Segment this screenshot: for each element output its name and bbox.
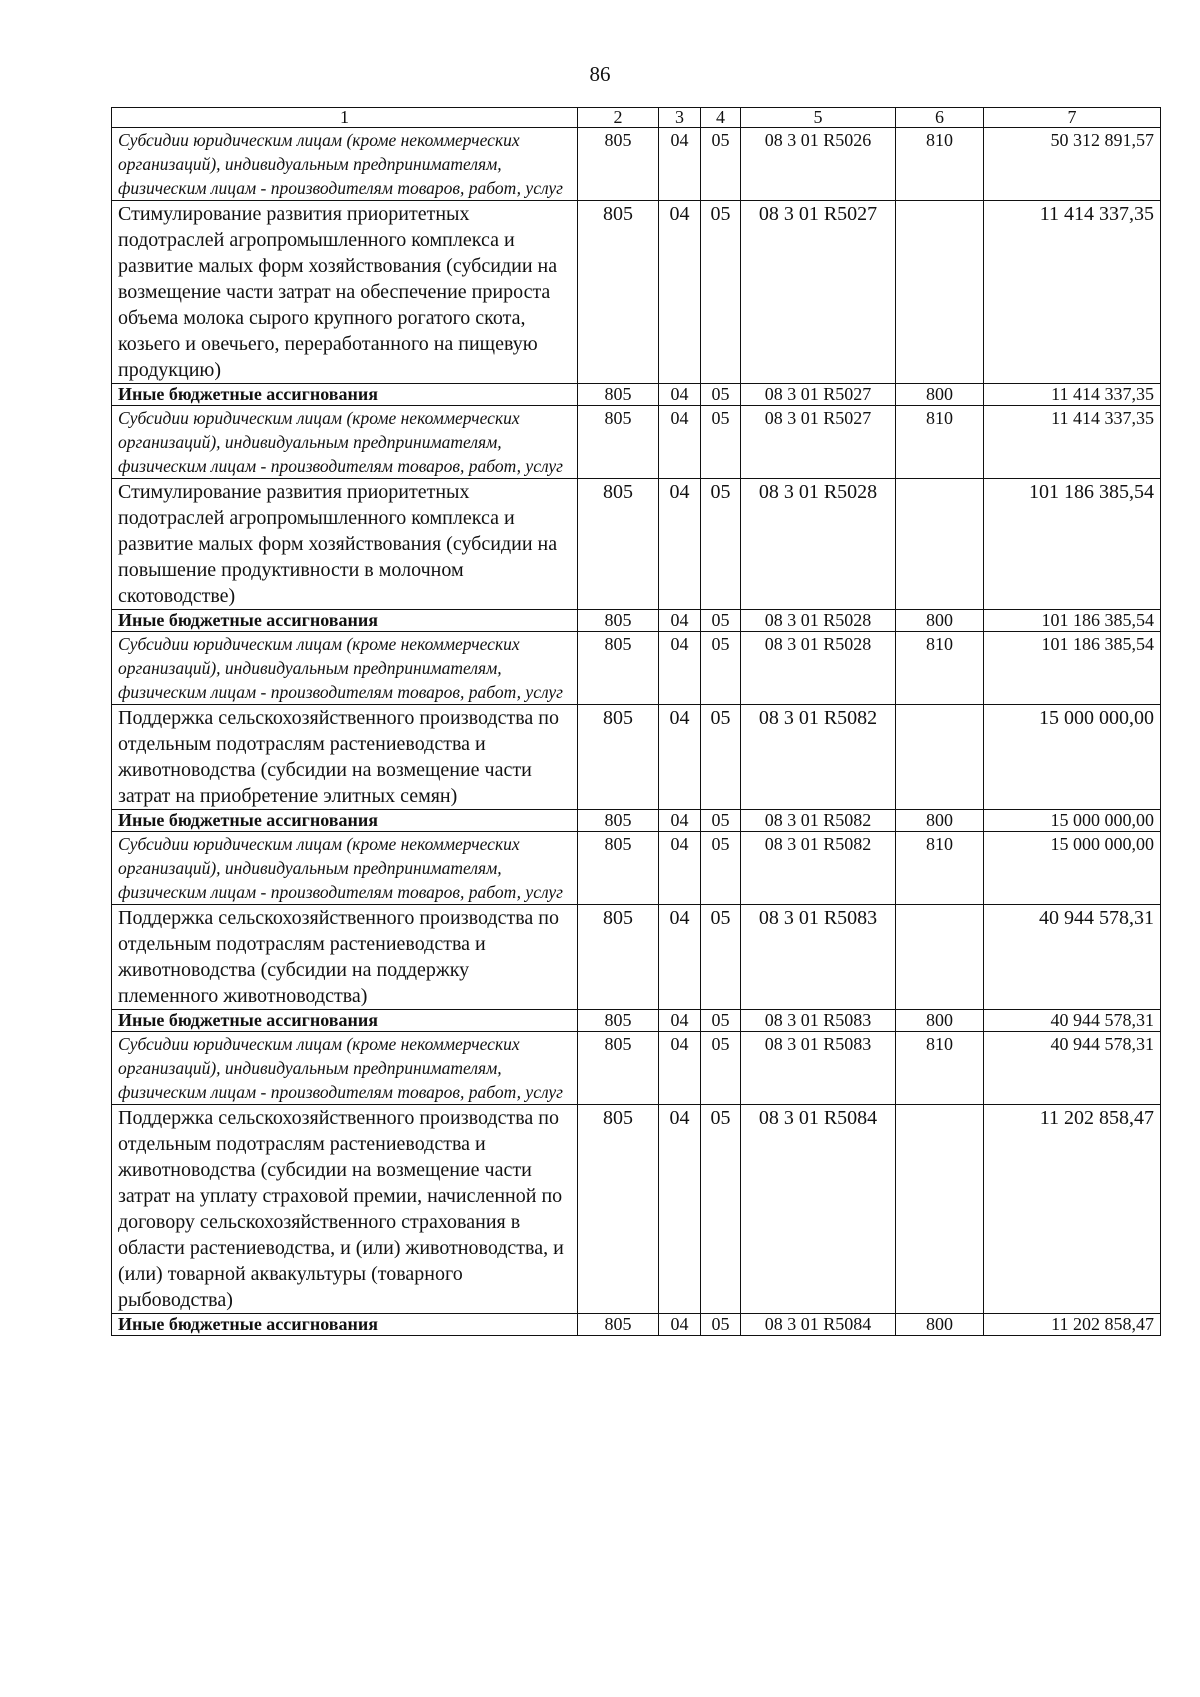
row-col-7: 40 944 578,31 bbox=[984, 905, 1161, 1010]
table-row bbox=[112, 705, 1161, 810]
row-name: Стимулирование развития приоритетных подотраслей агропромышленного комплекса и развитие малых форм хозяйствования (субсидии на повышение продуктивности в молочном скотоводстве) bbox=[112, 479, 578, 610]
row-col-7: 15 000 000,00 bbox=[984, 832, 1161, 905]
row-col-3: 04 bbox=[659, 1314, 701, 1336]
row-col-2: 805 bbox=[578, 384, 659, 406]
header-col-4: 4 bbox=[701, 108, 741, 128]
row-col-4: 05 bbox=[701, 905, 741, 1010]
row-col-4: 05 bbox=[701, 406, 741, 479]
page-number: 86 bbox=[589, 62, 611, 86]
table-row bbox=[112, 1314, 1161, 1336]
row-col-2: 805 bbox=[578, 905, 659, 1010]
row-col-5: 08 3 01 R5082 bbox=[741, 810, 896, 832]
table-row bbox=[112, 832, 1161, 905]
row-col-5: 08 3 01 R5027 bbox=[741, 384, 896, 406]
row-col-5: 08 3 01 R5027 bbox=[741, 201, 896, 384]
row-col-2: 805 bbox=[578, 632, 659, 705]
row-col-5: 08 3 01 R5082 bbox=[741, 832, 896, 905]
header-col-2: 2 bbox=[578, 108, 659, 128]
table-row bbox=[112, 610, 1161, 632]
row-col-2: 805 bbox=[578, 1314, 659, 1336]
row-col-4: 05 bbox=[701, 384, 741, 406]
row-col-7: 11 202 858,47 bbox=[984, 1314, 1161, 1336]
table-row bbox=[112, 479, 1161, 610]
row-col-5: 08 3 01 R5083 bbox=[741, 905, 896, 1010]
row-col-3: 04 bbox=[659, 810, 701, 832]
table-row bbox=[112, 1032, 1161, 1105]
row-col-5: 08 3 01 R5028 bbox=[741, 479, 896, 610]
row-col-7: 101 186 385,54 bbox=[984, 632, 1161, 705]
table-row bbox=[112, 201, 1161, 384]
row-col-3: 04 bbox=[659, 832, 701, 905]
row-col-7: 11 414 337,35 bbox=[984, 406, 1161, 479]
row-col-5: 08 3 01 R5082 bbox=[741, 705, 896, 810]
row-col-6 bbox=[896, 201, 984, 384]
row-name: Субсидии юридическим лицам (кроме некоммерческих организаций), индивидуальным предпринимателям, физическим лицам - производителям товаров, работ, услуг bbox=[112, 406, 578, 479]
row-name: Поддержка сельскохозяйственного производства по отдельным подотраслям растениеводства и животноводства (субсидии на возмещение части затрат на приобретение элитных семян) bbox=[112, 705, 578, 810]
table-row bbox=[112, 810, 1161, 832]
row-col-3: 04 bbox=[659, 406, 701, 479]
row-col-5: 08 3 01 R5028 bbox=[741, 632, 896, 705]
row-col-6: 800 bbox=[896, 810, 984, 832]
row-col-5: 08 3 01 R5083 bbox=[741, 1010, 896, 1032]
row-col-2: 805 bbox=[578, 1032, 659, 1105]
row-col-2: 805 bbox=[578, 1010, 659, 1032]
row-name: Иные бюджетные ассигнования bbox=[112, 1010, 578, 1032]
row-col-6: 800 bbox=[896, 1314, 984, 1336]
row-col-3: 04 bbox=[659, 479, 701, 610]
row-col-5: 08 3 01 R5084 bbox=[741, 1314, 896, 1336]
row-col-6: 810 bbox=[896, 632, 984, 705]
row-col-6: 800 bbox=[896, 384, 984, 406]
row-col-2: 805 bbox=[578, 128, 659, 201]
header-col-1: 1 bbox=[112, 108, 578, 128]
row-col-4: 05 bbox=[701, 128, 741, 201]
row-col-6: 810 bbox=[896, 128, 984, 201]
row-col-3: 04 bbox=[659, 610, 701, 632]
row-col-3: 04 bbox=[659, 1105, 701, 1314]
row-col-3: 04 bbox=[659, 632, 701, 705]
row-name: Иные бюджетные ассигнования bbox=[112, 1314, 578, 1336]
row-col-6 bbox=[896, 1105, 984, 1314]
row-name: Иные бюджетные ассигнования bbox=[112, 610, 578, 632]
row-col-2: 805 bbox=[578, 705, 659, 810]
row-col-6 bbox=[896, 705, 984, 810]
row-col-7: 11 202 858,47 bbox=[984, 1105, 1161, 1314]
row-col-7: 15 000 000,00 bbox=[984, 810, 1161, 832]
row-col-3: 04 bbox=[659, 128, 701, 201]
row-name: Субсидии юридическим лицам (кроме некоммерческих организаций), индивидуальным предпринимателям, физическим лицам - производителям товаров, работ, услуг bbox=[112, 128, 578, 201]
row-name: Стимулирование развития приоритетных подотраслей агропромышленного комплекса и развитие малых форм хозяйствования (субсидии на возмещение части затрат на обеспечение прироста объема молока сырого крупного рогатого скота, козьего и овечьего, переработанного на пищевую продукцию) bbox=[112, 201, 578, 384]
row-name: Поддержка сельскохозяйственного производства по отдельным подотраслям растениеводства и животноводства (субсидии на возмещение части затрат на уплату страховой премии, начисленной по договору сельскохозяйственного страхования в области растениеводства, и (или) животноводства, и (или) товарной аквакультуры (товарного рыбоводства) bbox=[112, 1105, 578, 1314]
row-col-5: 08 3 01 R5084 bbox=[741, 1105, 896, 1314]
row-col-3: 04 bbox=[659, 905, 701, 1010]
row-col-7: 40 944 578,31 bbox=[984, 1010, 1161, 1032]
table-row bbox=[112, 632, 1161, 705]
row-col-4: 05 bbox=[701, 201, 741, 384]
row-col-5: 08 3 01 R5026 bbox=[741, 128, 896, 201]
table-row bbox=[112, 1010, 1161, 1032]
row-col-6: 800 bbox=[896, 1010, 984, 1032]
row-col-3: 04 bbox=[659, 384, 701, 406]
row-name: Иные бюджетные ассигнования bbox=[112, 384, 578, 406]
row-col-7: 50 312 891,57 bbox=[984, 128, 1161, 201]
row-col-7: 15 000 000,00 bbox=[984, 705, 1161, 810]
row-col-6: 810 bbox=[896, 406, 984, 479]
row-col-2: 805 bbox=[578, 1105, 659, 1314]
row-col-4: 05 bbox=[701, 1032, 741, 1105]
row-col-6 bbox=[896, 905, 984, 1010]
row-col-6: 810 bbox=[896, 832, 984, 905]
row-col-5: 08 3 01 R5028 bbox=[741, 610, 896, 632]
table-row bbox=[112, 905, 1161, 1010]
row-col-2: 805 bbox=[578, 610, 659, 632]
row-col-3: 04 bbox=[659, 1010, 701, 1032]
table-row bbox=[112, 406, 1161, 479]
row-col-2: 805 bbox=[578, 479, 659, 610]
row-col-2: 805 bbox=[578, 201, 659, 384]
row-col-2: 805 bbox=[578, 832, 659, 905]
row-col-6: 800 bbox=[896, 610, 984, 632]
row-name: Субсидии юридическим лицам (кроме некоммерческих организаций), индивидуальным предпринимателям, физическим лицам - производителям товаров, работ, услуг bbox=[112, 632, 578, 705]
row-col-5: 08 3 01 R5027 bbox=[741, 406, 896, 479]
row-col-6 bbox=[896, 479, 984, 610]
row-col-7: 11 414 337,35 bbox=[984, 201, 1161, 384]
header-row bbox=[112, 108, 1161, 128]
row-col-4: 05 bbox=[701, 832, 741, 905]
row-name: Иные бюджетные ассигнования bbox=[112, 810, 578, 832]
row-name: Субсидии юридическим лицам (кроме некоммерческих организаций), индивидуальным предпринимателям, физическим лицам - производителям товаров, работ, услуг bbox=[112, 832, 578, 905]
row-col-4: 05 bbox=[701, 810, 741, 832]
row-col-4: 05 bbox=[701, 632, 741, 705]
table-row bbox=[112, 128, 1161, 201]
budget-table bbox=[111, 107, 1161, 1336]
table-row bbox=[112, 1105, 1161, 1314]
row-col-4: 05 bbox=[701, 1105, 741, 1314]
row-col-3: 04 bbox=[659, 705, 701, 810]
row-col-5: 08 3 01 R5083 bbox=[741, 1032, 896, 1105]
row-col-2: 805 bbox=[578, 810, 659, 832]
row-col-7: 101 186 385,54 bbox=[984, 479, 1161, 610]
row-col-4: 05 bbox=[701, 705, 741, 810]
row-col-7: 101 186 385,54 bbox=[984, 610, 1161, 632]
row-col-4: 05 bbox=[701, 610, 741, 632]
row-col-4: 05 bbox=[701, 1010, 741, 1032]
header-col-5: 5 bbox=[741, 108, 896, 128]
header-col-7: 7 bbox=[984, 108, 1161, 128]
row-col-7: 40 944 578,31 bbox=[984, 1032, 1161, 1105]
row-col-3: 04 bbox=[659, 1032, 701, 1105]
row-col-2: 805 bbox=[578, 406, 659, 479]
row-col-3: 04 bbox=[659, 201, 701, 384]
row-col-4: 05 bbox=[701, 1314, 741, 1336]
row-name: Субсидии юридическим лицам (кроме некоммерческих организаций), индивидуальным предпринимателям, физическим лицам - производителям товаров, работ, услуг bbox=[112, 1032, 578, 1105]
row-name: Поддержка сельскохозяйственного производства по отдельным подотраслям растениеводства и животноводства (субсидии на поддержку племенного животноводства) bbox=[112, 905, 578, 1010]
header-col-3: 3 bbox=[659, 108, 701, 128]
row-col-7: 11 414 337,35 bbox=[984, 384, 1161, 406]
table-row bbox=[112, 384, 1161, 406]
row-col-4: 05 bbox=[701, 479, 741, 610]
row-col-6: 810 bbox=[896, 1032, 984, 1105]
header-col-6: 6 bbox=[896, 108, 984, 128]
